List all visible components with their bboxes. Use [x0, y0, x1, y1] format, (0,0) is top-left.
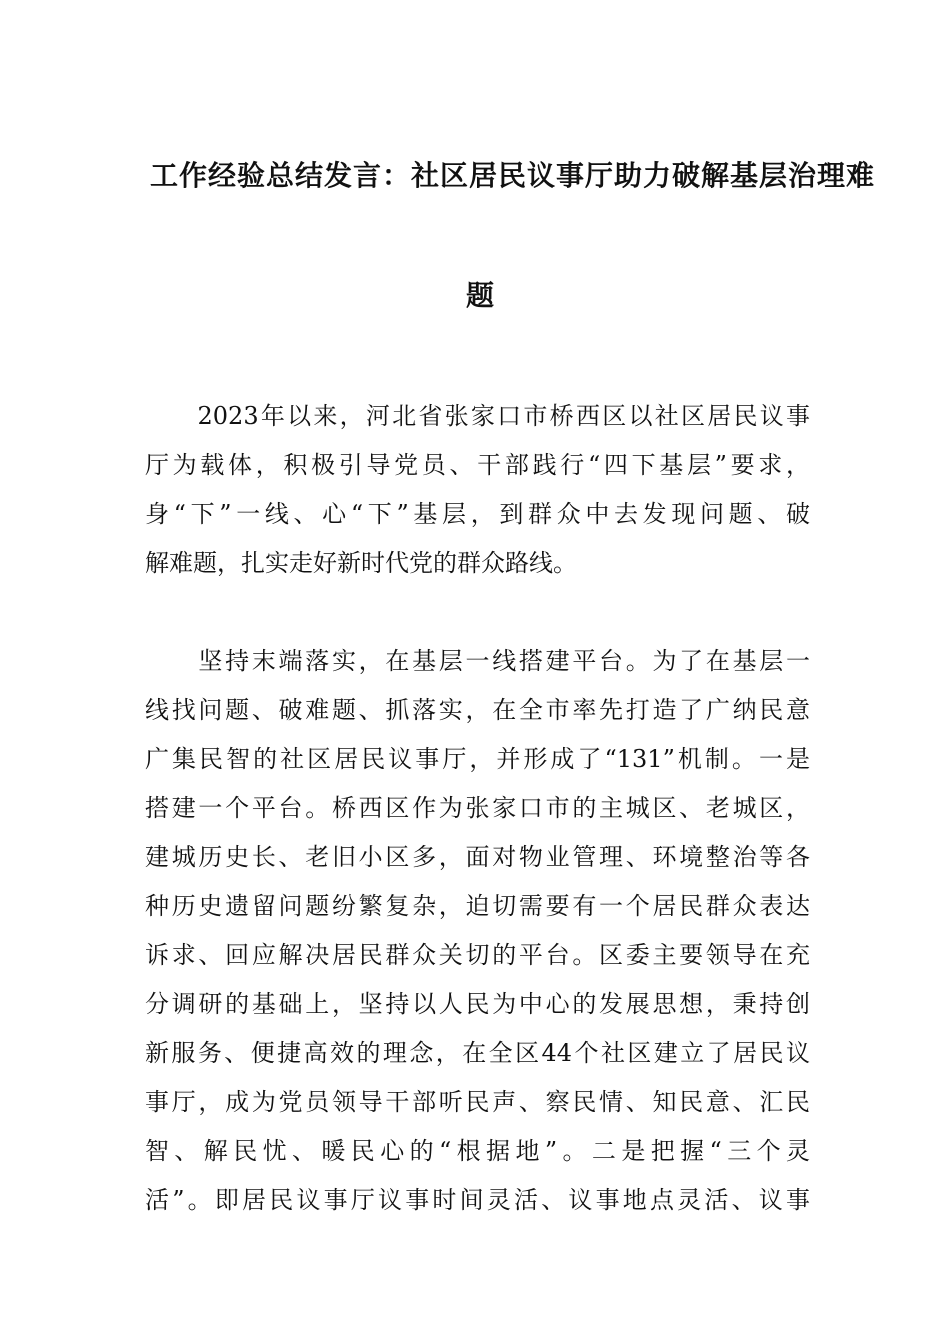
paragraph-line: 活”。即居民议事厅议事时间灵活、议事地点灵活、议事	[145, 1186, 810, 1214]
paragraph-line: 分调研的基础上，坚持以人民为中心的发展思想，秉持创	[145, 990, 810, 1018]
paragraph-1	[145, 392, 810, 588]
document-title-line-2: 题	[465, 279, 494, 312]
document-title-line-1: 工作经验总结发言：社区居民议事厅助力破解基层治理难	[150, 159, 876, 192]
paragraph-line: 建城历史长、老旧小区多，面对物业管理、环境整治等各	[145, 843, 810, 871]
paragraph-line: 事厅，成为党员领导干部听民声、察民情、知民意、汇民	[145, 1088, 810, 1116]
paragraph-line: 种历史遗留问题纷繁复杂，迫切需要有一个居民群众表达	[145, 892, 810, 920]
paragraph-line: 搭建一个平台。桥西区作为张家口市的主城区、老城区，	[145, 794, 810, 822]
paragraph-line: 厅为载体，积极引导党员、干部践行“四下基层”要求，	[145, 451, 810, 479]
paragraph-line: 2023年以来，河北省张家口市桥西区以社区居民议事	[145, 402, 810, 430]
paragraph-line: 解难题，扎实走好新时代党的群众路线。	[145, 549, 577, 577]
paragraph-line: 广集民智的社区居民议事厅，并形成了“131”机制。一是	[145, 745, 810, 773]
paragraph-line: 新服务、便捷高效的理念，在全区44个社区建立了居民议	[145, 1039, 810, 1067]
paragraph-line: 线找问题、破难题、抓落实，在全市率先打造了广纳民意	[145, 696, 810, 724]
paragraph-line: 坚持末端落实，在基层一线搭建平台。为了在基层一	[145, 647, 810, 675]
paragraph-line: 智、解民忧、暖民心的“根据地”。二是把握“三个灵	[145, 1137, 810, 1165]
paragraph-line: 身“下”一线、心“下”基层，到群众中去发现问题、破	[145, 500, 810, 528]
paragraph-2	[145, 637, 810, 1225]
paragraph-line: 诉求、回应解决居民群众关切的平台。区委主要领导在充	[145, 941, 810, 969]
